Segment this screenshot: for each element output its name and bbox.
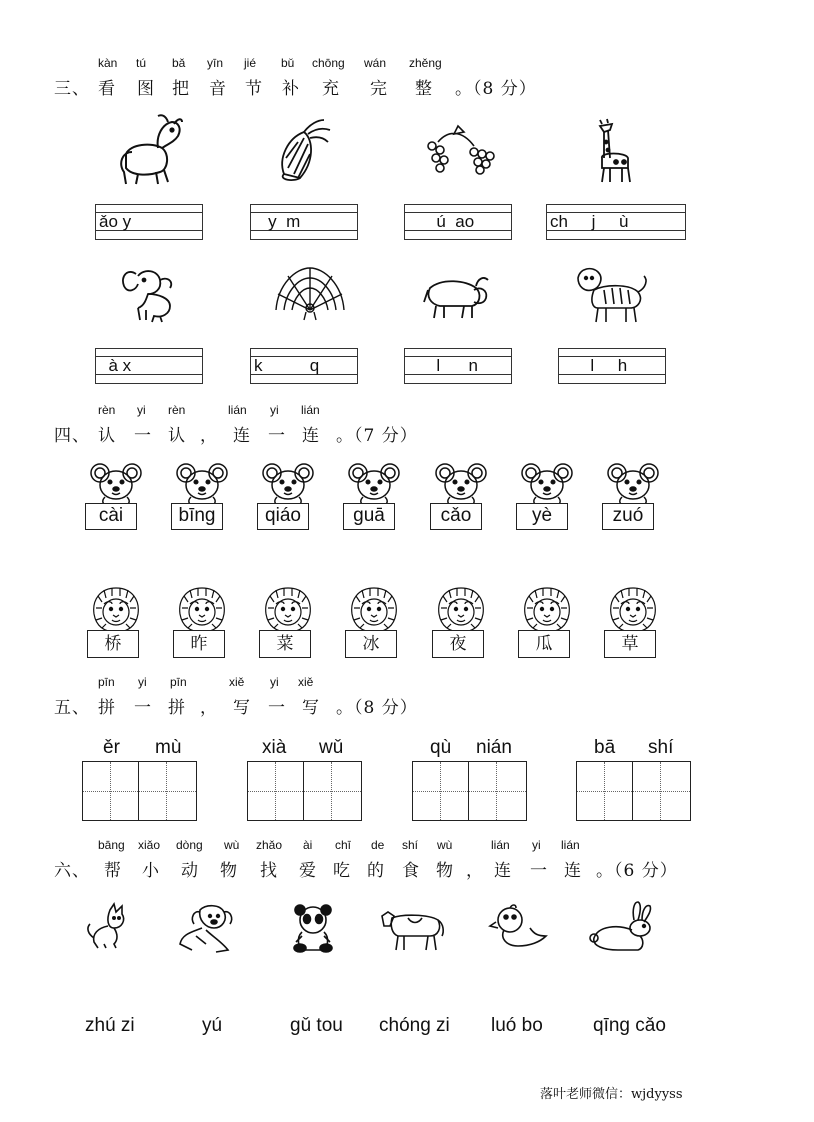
lion-icon — [607, 586, 659, 634]
pinyin: lián — [561, 838, 580, 852]
box-text: l h — [562, 356, 628, 375]
box-text: ǎo y — [99, 212, 132, 231]
bird-icon — [490, 904, 548, 954]
pinyin: bǔ — [281, 56, 295, 70]
grid-pinyin: qù — [430, 737, 452, 758]
heading-char: 连 — [494, 861, 512, 881]
food-pinyin: luó bo — [491, 1015, 543, 1036]
pinyin-card[interactable]: bīng — [171, 503, 223, 530]
heading-char: 食 — [402, 861, 420, 881]
pinyin-box — [95, 348, 203, 384]
pinyin-card[interactable]: qiáo — [257, 503, 309, 530]
hanzi-card[interactable]: 瓜 — [518, 630, 570, 658]
rabbit-icon — [588, 902, 656, 952]
pinyin: xiě — [298, 675, 314, 689]
pinyin-box — [404, 348, 512, 384]
heading-char: 一 — [268, 698, 286, 718]
heading-char: 小 — [142, 861, 160, 881]
pinyin: kàn — [98, 56, 118, 70]
heading-char: 帮 — [104, 861, 122, 881]
pinyin: xiě — [229, 675, 245, 689]
heading-char: 整 — [415, 79, 433, 99]
mouse-icon — [177, 461, 227, 507]
mouse-icon — [608, 461, 658, 507]
pinyin: yi — [532, 838, 541, 852]
heading-char: 五、 — [54, 698, 90, 718]
pinyin: jié — [244, 56, 257, 70]
writing-grid[interactable] — [412, 761, 527, 821]
pinyin: lián — [301, 403, 320, 417]
heading-char: 连 — [564, 861, 582, 881]
pinyin-card[interactable]: zuó — [602, 503, 654, 530]
cow-icon — [378, 904, 446, 952]
pinyin-box — [250, 204, 358, 240]
heading-char: 图 — [137, 79, 155, 99]
heading-char: 把 — [172, 79, 190, 99]
heading-char: 找 — [260, 861, 278, 881]
pinyin: lián — [491, 838, 510, 852]
heading-char: 的 — [367, 861, 385, 881]
food-pinyin: yú — [202, 1015, 223, 1036]
corn-icon — [274, 118, 334, 182]
heading-char: 一 — [268, 426, 286, 446]
mouse-icon — [91, 461, 141, 507]
heading-char: 看 — [98, 79, 116, 99]
pinyin: zhěng — [409, 56, 442, 70]
pinyin: pīn — [98, 675, 115, 689]
pinyin: bāng — [98, 838, 125, 852]
heading-char: 连 — [302, 426, 320, 446]
heading-char: 音 — [209, 79, 227, 99]
heading-char: ， — [200, 698, 218, 718]
hanzi-card[interactable]: 桥 — [87, 630, 139, 658]
pinyin-box — [404, 204, 512, 240]
heading-char: 拼 — [98, 698, 116, 718]
grid-pinyin: ěr — [103, 737, 120, 758]
heading-char: 连 — [233, 426, 251, 446]
pinyin: lián — [228, 403, 247, 417]
heading-char: ， — [200, 426, 218, 446]
pinyin-card[interactable]: cài — [85, 503, 137, 530]
lion-icon — [262, 586, 314, 634]
box-text: k q — [254, 356, 320, 375]
elephant-icon — [118, 264, 178, 324]
heading-char: 一 — [134, 426, 152, 446]
pinyin: pīn — [170, 675, 187, 689]
pinyin-card[interactable]: cǎo — [430, 503, 482, 530]
heading-char: 认 — [98, 426, 116, 446]
writing-grid[interactable] — [247, 761, 362, 821]
heading-char: 物 — [436, 861, 454, 881]
grid-pinyin: bā — [594, 737, 616, 758]
heading-char: 四、 — [54, 426, 90, 446]
lion-icon — [90, 586, 142, 634]
pinyin: tú — [136, 56, 147, 70]
mouse-icon — [436, 461, 486, 507]
heading-char: 吃 — [333, 861, 351, 881]
water-buffalo-icon — [422, 268, 492, 322]
pinyin-box — [546, 204, 686, 240]
food-pinyin: chóng zi — [379, 1015, 450, 1036]
heading-char: 动 — [181, 861, 199, 881]
footer-text: 落叶老师微信：wjdyyss — [540, 1087, 683, 1102]
mouse-icon — [522, 461, 572, 507]
mouse-icon — [263, 461, 313, 507]
heading-char: 认 — [168, 426, 186, 446]
pinyin: chōng — [312, 56, 345, 70]
pinyin: rèn — [98, 403, 116, 417]
box-text: ú ao — [408, 212, 475, 231]
hanzi-card[interactable]: 草 — [604, 630, 656, 658]
pinyin: wù — [437, 838, 453, 852]
pinyin-box — [250, 348, 358, 384]
food-pinyin: qīng cǎo — [593, 1015, 666, 1036]
pinyin-box — [558, 348, 666, 384]
cat-icon — [84, 904, 134, 950]
heading-char: 拼 — [168, 698, 186, 718]
pinyin: yīn — [207, 56, 224, 70]
grid-pinyin: wǔ — [319, 737, 344, 758]
goat-icon — [112, 114, 182, 186]
pinyin-card[interactable]: yè — [516, 503, 568, 530]
peacock-icon — [272, 264, 348, 320]
food-pinyin: zhú zi — [85, 1015, 135, 1036]
tiger-icon — [574, 264, 650, 324]
pinyin: rèn — [168, 403, 186, 417]
pinyin: bǎ — [172, 56, 186, 70]
heading-char: 写 — [233, 698, 251, 718]
pinyin: chī — [335, 838, 352, 852]
lion-icon — [521, 586, 573, 634]
lion-icon — [176, 586, 228, 634]
food-pinyin: gǔ tou — [290, 1015, 343, 1036]
pinyin: wán — [364, 56, 387, 70]
pinyin-card[interactable]: guā — [343, 503, 395, 530]
box-text: l n — [408, 356, 478, 375]
hanzi-card[interactable]: 夜 — [432, 630, 484, 658]
pinyin: yi — [270, 675, 279, 689]
heading-char: 完 — [370, 79, 388, 99]
pinyin: yi — [270, 403, 279, 417]
pinyin: yi — [137, 403, 146, 417]
heading-suffix: 。（6 分） — [596, 861, 678, 881]
heading-char: 六、 — [54, 861, 90, 881]
dog-icon — [176, 904, 238, 954]
heading-char: 物 — [220, 861, 238, 881]
grapes-icon — [418, 124, 498, 176]
hanzi-card[interactable]: 冰 — [345, 630, 397, 658]
box-text: à x — [99, 356, 132, 375]
panda-icon — [290, 902, 336, 954]
giraffe-icon — [590, 118, 636, 184]
lion-icon — [435, 586, 487, 634]
pinyin: de — [371, 838, 385, 852]
pinyin: wù — [224, 838, 240, 852]
heading-char: 一 — [134, 698, 152, 718]
heading-char: 充 — [322, 79, 340, 99]
mouse-icon — [349, 461, 399, 507]
pinyin: ài — [303, 838, 313, 852]
writing-grid[interactable] — [82, 761, 197, 821]
grid-pinyin: nián — [476, 737, 512, 758]
pinyin: xiǎo — [138, 838, 161, 852]
heading-char: ， — [466, 861, 484, 881]
pinyin: shí — [402, 838, 419, 852]
heading-char: 一 — [530, 861, 548, 881]
hanzi-card[interactable]: 菜 — [259, 630, 311, 658]
writing-grid[interactable] — [576, 761, 691, 821]
heading-char: 节 — [245, 79, 263, 99]
box-text: ch j ù — [550, 212, 629, 231]
heading-char: 补 — [282, 79, 300, 99]
box-text: y m — [254, 212, 301, 231]
pinyin-box — [95, 204, 203, 240]
pinyin: zhǎo — [256, 838, 283, 852]
grid-pinyin: mù — [155, 737, 182, 758]
heading-char: 三、 — [54, 79, 90, 99]
pinyin: yi — [138, 675, 147, 689]
pinyin: dòng — [176, 838, 203, 852]
heading-suffix: 。（7 分） — [336, 426, 418, 446]
heading-suffix: 。（8 分） — [455, 79, 537, 99]
heading-char: 爱 — [299, 861, 317, 881]
grid-pinyin: shí — [648, 737, 674, 758]
heading-suffix: 。（8 分） — [336, 698, 418, 718]
hanzi-card[interactable]: 昨 — [173, 630, 225, 658]
heading-char: 写 — [302, 698, 320, 718]
grid-pinyin: xià — [262, 737, 287, 758]
lion-icon — [348, 586, 400, 634]
